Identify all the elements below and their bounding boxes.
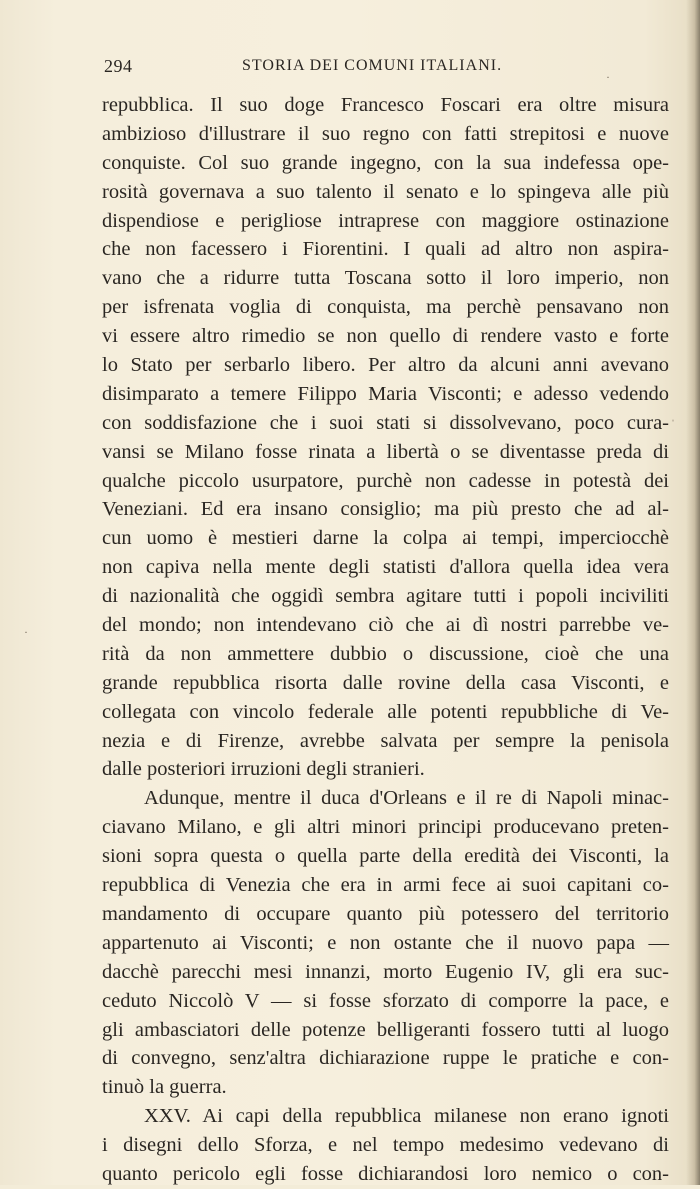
text-line: collegata con vincolo federale alle potenti repubbliche di Ve-	[102, 700, 669, 723]
text-line: con soddisfazione che i suoi stati si dissolvevano, poco cura-	[102, 411, 669, 434]
paragraph-start-line: Adunque, mentre il duca d'Orleans e il re di Napoli minac-	[144, 787, 669, 810]
text-line: vano che a ridurre tutta Toscana sotto il loro imperio, non	[102, 267, 669, 290]
text-line: disimparato a temere Filippo Maria Visconti; e adesso vedendo	[102, 382, 669, 405]
print-speck: ˌ	[671, 408, 675, 422]
text-line: conquiste. Col suo grande ingegno, con la sua indefessa ope-	[102, 151, 669, 174]
text-line: gli ambasciatori delle potenze belligeranti fossero tutti al luogo	[102, 1018, 669, 1041]
text-line: sioni sopra questa o quella parte della eredità dei Visconti, la	[102, 845, 669, 868]
body-text	[102, 91, 669, 1189]
text-line: di nazionalità che oggidì sembra agitare tutti i popoli inciviliti	[102, 585, 669, 608]
text-line: nezia e di Firenze, avrebbe salvata per sempre la penisola	[102, 729, 669, 752]
text-line: ceduto Niccolò V — si fosse sforzato di comporre la pace, e	[102, 989, 669, 1012]
text-line: non capiva nella mente degli statisti d'allora quella idea vera	[102, 556, 669, 579]
text-line: i disegni dello Sforza, e nel tempo medesimo vedevano di	[102, 1134, 669, 1157]
print-speck: ·	[24, 625, 28, 639]
text-line: repubblica di Venezia che era in armi fece ai suoi capitani co-	[102, 874, 669, 897]
paragraph-end-line: tinuò la guerra.	[102, 1076, 227, 1099]
text-line: dispendiose e perigliose intraprese con maggiore ostinazione	[102, 209, 669, 232]
text-line: ciavano Milano, e gli altri minori principi producevano preten-	[102, 816, 669, 839]
text-line: qualche piccolo usurpatore, purchè non cadesse in potestà dei	[102, 469, 669, 492]
text-line: del mondo; non intendevano ciò che ai dì nostri parrebbe ve-	[102, 614, 669, 637]
section-start-line: XXV. Ai capi della repubblica milanese non erano ignoti	[144, 1105, 669, 1128]
text-line: rità da non ammettere dubbio o discussione, cioè che una	[102, 642, 669, 665]
text-line: mandamento di occupare quanto più potessero del territorio	[102, 902, 669, 925]
text-line: rosità governava a suo talento il senato e lo spingeva alle più	[102, 180, 669, 203]
page-edge-shadow	[686, 0, 700, 1185]
paragraph-end-line: dalle posteriori irruzioni degli stranieri.	[102, 758, 425, 781]
text-line: grande repubblica risorta dalle rovine della casa Visconti, e	[102, 671, 669, 694]
text-line: che non facessero i Fiorentini. I quali ad altro non aspira-	[102, 238, 669, 261]
page-number: 294	[104, 56, 133, 76]
print-speck: ·	[606, 70, 610, 84]
text-line: vi essere altro rimedio se non quello di rendere vasto e forte	[102, 325, 669, 348]
page-header	[104, 56, 574, 80]
text-line: di convegno, senz'altra dichiarazione ruppe le pratiche e con-	[102, 1047, 669, 1070]
running-title: STORIA DEI COMUNI ITALIANI.	[242, 57, 503, 74]
text-line: Veneziani. Ed era insano consiglio; ma più presto che ad al-	[102, 498, 669, 521]
text-line: appartenuto ai Visconti; e non ostante che il nuovo papa —	[102, 931, 669, 954]
text-line: per isfrenata voglia di conquista, ma perchè pensavano non	[102, 296, 669, 319]
text-line: repubblica. Il suo doge Francesco Foscari era oltre misura	[102, 94, 669, 116]
text-line: vansi se Milano fosse rinata a libertà o se diventasse preda di	[102, 440, 669, 463]
text-line: cun uomo è mestieri darne la colpa ai tempi, imperciocchè	[102, 527, 669, 550]
text-line: ambizioso d'illustrare il suo regno con fatti strepitosi e nuove	[102, 122, 669, 145]
text-line: quanto pericolo egli fosse dichiarandosi loro nemico o con-	[102, 1162, 669, 1185]
text-line: dacchè parecchi mesi innanzi, morto Eugenio IV, gli era suc-	[102, 960, 669, 983]
text-line: lo Stato per serbarlo libero. Per altro da alcuni anni avevano	[102, 354, 669, 377]
